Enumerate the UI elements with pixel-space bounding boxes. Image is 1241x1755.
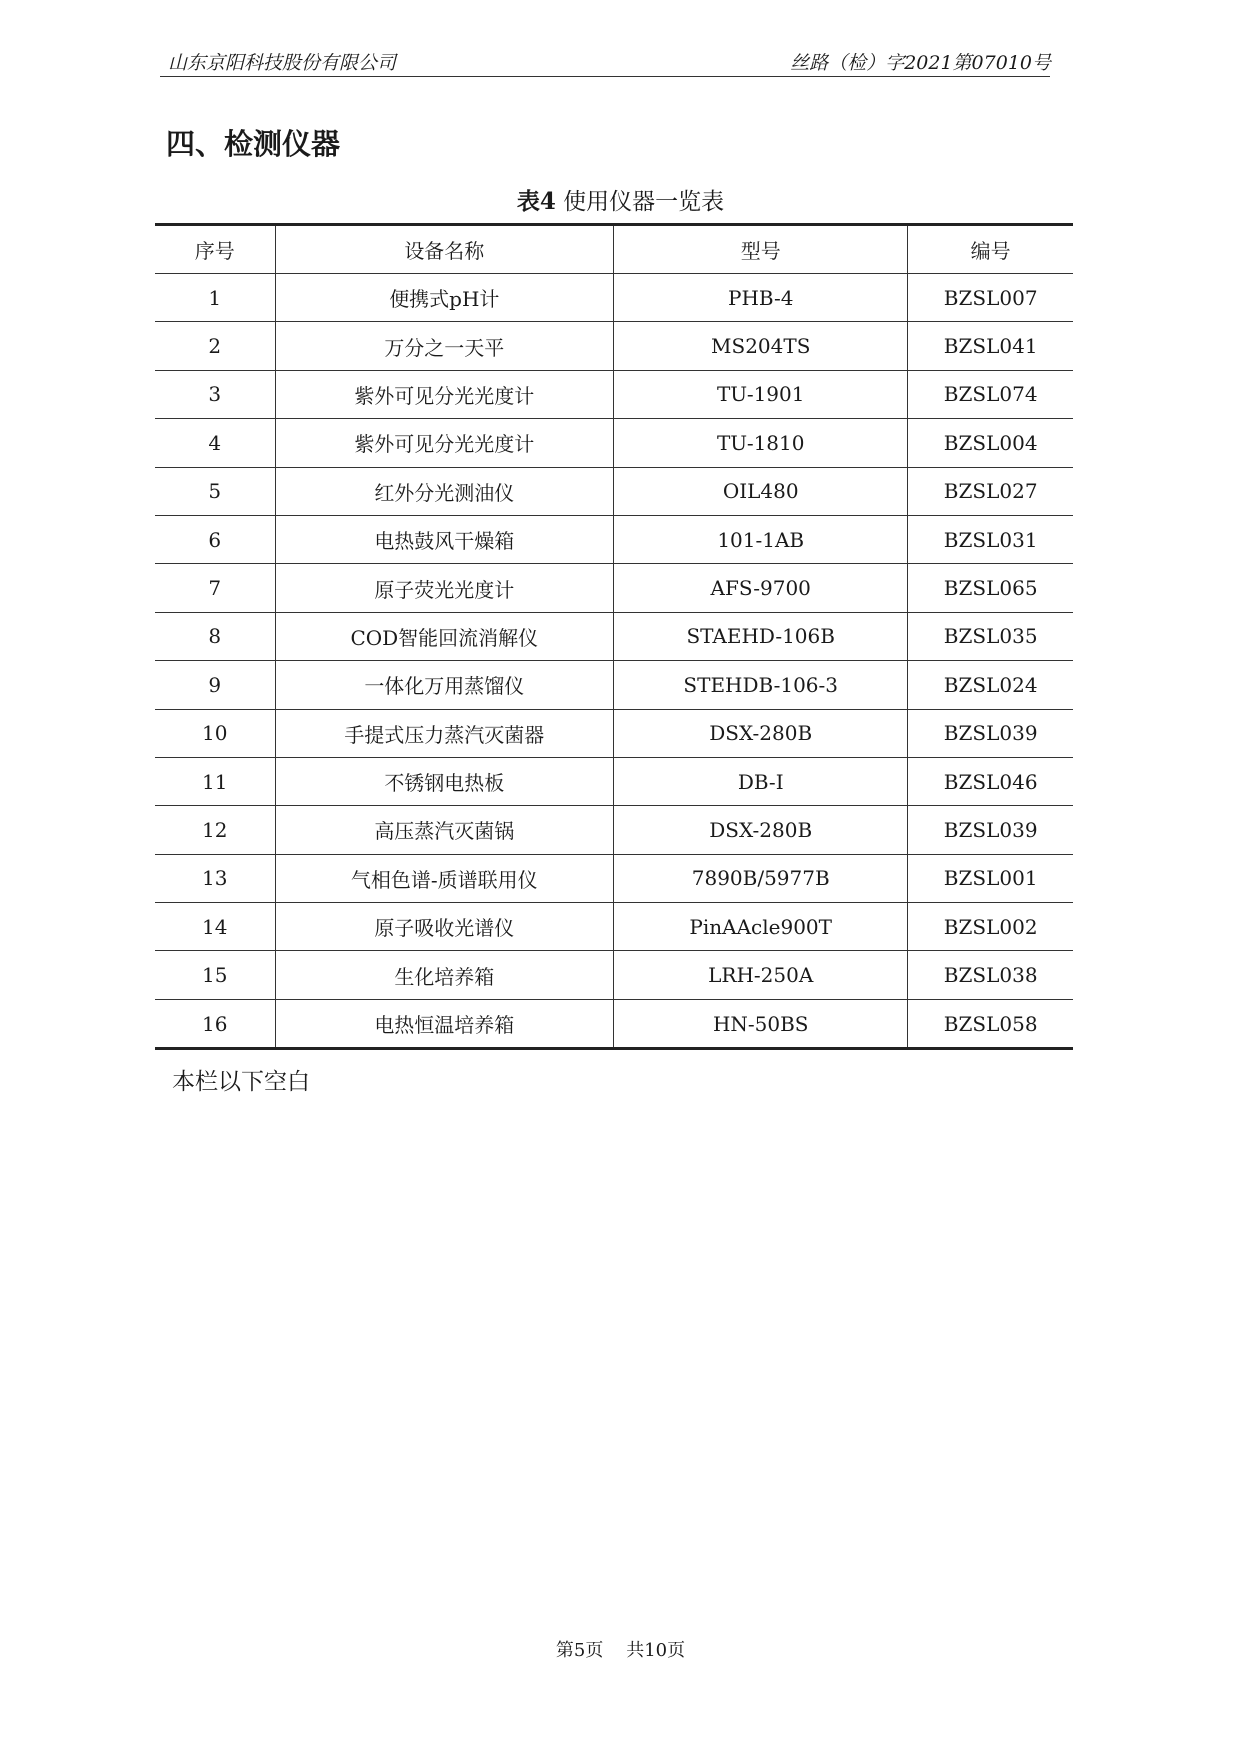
cell-code: BZSL046 xyxy=(908,757,1073,805)
cell-code: BZSL024 xyxy=(908,661,1073,709)
cell-name: 气相色谱-质谱联用仪 xyxy=(275,854,614,902)
table-row xyxy=(155,322,1073,370)
cell-no: 5 xyxy=(155,467,275,515)
cell-no: 8 xyxy=(155,612,275,660)
cell-code: BZSL002 xyxy=(908,903,1073,951)
cell-model: PHB-4 xyxy=(614,274,908,322)
cell-no: 3 xyxy=(155,370,275,418)
cell-name: COD智能回流消解仪 xyxy=(275,612,614,660)
cell-no: 7 xyxy=(155,564,275,612)
cell-no: 14 xyxy=(155,903,275,951)
column-header-code: 编号 xyxy=(908,225,1073,274)
table-row xyxy=(155,854,1073,902)
cell-name: 便携式pH计 xyxy=(275,274,614,322)
cell-code: BZSL001 xyxy=(908,854,1073,902)
cell-code: BZSL074 xyxy=(908,370,1073,418)
cell-no: 4 xyxy=(155,419,275,467)
table-header-row xyxy=(155,225,1073,274)
section-title: 四、检测仪器 xyxy=(166,127,341,161)
cell-code: BZSL038 xyxy=(908,951,1073,999)
cell-model: DB-I xyxy=(614,757,908,805)
table-row xyxy=(155,370,1073,418)
header-divider xyxy=(160,76,1050,77)
cell-no: 1 xyxy=(155,274,275,322)
table-row xyxy=(155,951,1073,999)
column-header-name: 设备名称 xyxy=(275,225,614,274)
cell-model: LRH-250A xyxy=(614,951,908,999)
cell-model: 101-1AB xyxy=(614,515,908,563)
cell-no: 10 xyxy=(155,709,275,757)
cell-model: AFS-9700 xyxy=(614,564,908,612)
cell-code: BZSL035 xyxy=(908,612,1073,660)
cell-code: BZSL065 xyxy=(908,564,1073,612)
cell-no: 6 xyxy=(155,515,275,563)
cell-no: 11 xyxy=(155,757,275,805)
table-row xyxy=(155,612,1073,660)
cell-name: 电热鼓风干燥箱 xyxy=(275,515,614,563)
cell-no: 16 xyxy=(155,999,275,1048)
page-footer xyxy=(0,1636,1241,1662)
cell-name: 高压蒸汽灭菌锅 xyxy=(275,806,614,854)
cell-name: 原子荧光光度计 xyxy=(275,564,614,612)
cell-name: 电热恒温培养箱 xyxy=(275,999,614,1048)
cell-model: STAEHD-106B xyxy=(614,612,908,660)
cell-code: BZSL039 xyxy=(908,806,1073,854)
table-caption xyxy=(0,183,1241,216)
cell-name: 紫外可见分光光度计 xyxy=(275,370,614,418)
table-row xyxy=(155,274,1073,322)
table-row xyxy=(155,419,1073,467)
cell-model: 7890B/5977B xyxy=(614,854,908,902)
table-row xyxy=(155,515,1073,563)
table-row xyxy=(155,903,1073,951)
table-row xyxy=(155,709,1073,757)
cell-no: 15 xyxy=(155,951,275,999)
cell-model: DSX-280B xyxy=(614,709,908,757)
cell-name: 红外分光测油仪 xyxy=(275,467,614,515)
table-caption-number: 表4 xyxy=(516,188,556,215)
table-body xyxy=(155,274,1073,1049)
cell-model: STEHDB-106-3 xyxy=(614,661,908,709)
table-row xyxy=(155,806,1073,854)
page-number: 第5页 xyxy=(555,1640,604,1661)
instruments-table xyxy=(155,223,1073,1050)
cell-code: BZSL031 xyxy=(908,515,1073,563)
cell-model: TU-1810 xyxy=(614,419,908,467)
cell-name: 万分之一天平 xyxy=(275,322,614,370)
cell-name: 不锈钢电热板 xyxy=(275,757,614,805)
cell-code: BZSL007 xyxy=(908,274,1073,322)
cell-name: 紫外可见分光光度计 xyxy=(275,419,614,467)
cell-model: DSX-280B xyxy=(614,806,908,854)
cell-no: 12 xyxy=(155,806,275,854)
cell-model: PinAAcle900T xyxy=(614,903,908,951)
cell-code: BZSL041 xyxy=(908,322,1073,370)
cell-code: BZSL039 xyxy=(908,709,1073,757)
table-row xyxy=(155,999,1073,1048)
cell-model: OIL480 xyxy=(614,467,908,515)
cell-no: 13 xyxy=(155,854,275,902)
table-row xyxy=(155,467,1073,515)
company-name: 山东京阳科技股份有限公司 xyxy=(168,52,397,74)
table-row xyxy=(155,564,1073,612)
column-header-model: 型号 xyxy=(614,225,908,274)
cell-model: TU-1901 xyxy=(614,370,908,418)
table-row xyxy=(155,661,1073,709)
cell-name: 手提式压力蒸汽灭菌器 xyxy=(275,709,614,757)
cell-model: HN-50BS xyxy=(614,999,908,1048)
blank-below-note: 本栏以下空白 xyxy=(172,1069,310,1095)
column-header-no: 序号 xyxy=(155,225,275,274)
table-caption-text: 使用仪器一览表 xyxy=(563,189,725,215)
cell-name: 原子吸收光谱仪 xyxy=(275,903,614,951)
page-total: 共10页 xyxy=(626,1640,686,1661)
cell-name: 生化培养箱 xyxy=(275,951,614,999)
cell-code: BZSL004 xyxy=(908,419,1073,467)
cell-code: BZSL058 xyxy=(908,999,1073,1048)
cell-model: MS204TS xyxy=(614,322,908,370)
report-number: 丝路（检）字2021第07010号 xyxy=(790,52,1051,74)
cell-name: 一体化万用蒸馏仪 xyxy=(275,661,614,709)
table-row xyxy=(155,757,1073,805)
cell-code: BZSL027 xyxy=(908,467,1073,515)
cell-no: 9 xyxy=(155,661,275,709)
cell-no: 2 xyxy=(155,322,275,370)
